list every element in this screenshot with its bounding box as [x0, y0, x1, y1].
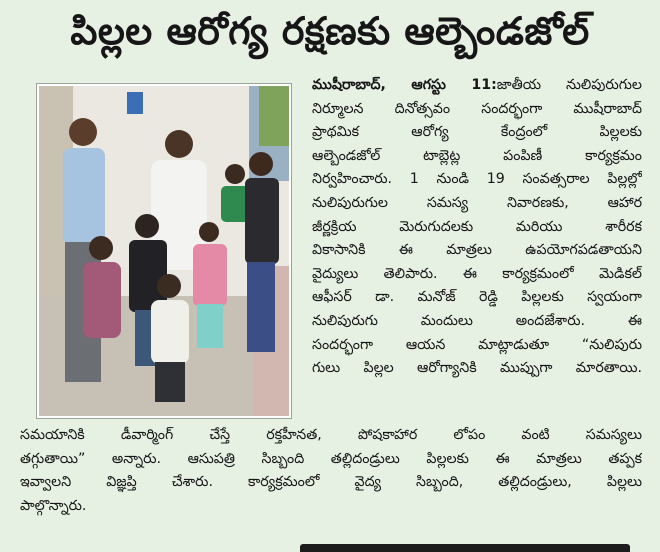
body-line: నులిపురుగు మందులు అందజేశారు. ఈ	[312, 312, 642, 329]
body-line: పాల్గొన్నారు.	[20, 497, 87, 514]
article-photo	[37, 84, 291, 418]
next-article-headline-cropped	[300, 538, 630, 552]
article-headline: పిల్లల ఆరోగ్య రక్షణకు ఆల్బెండజోల్	[70, 9, 590, 53]
body-line: వికాసానికి ఈ మాత్రలు ఉపయోగపడతాయని	[312, 242, 642, 259]
body-line: సమయానికి డీవార్మింగ్ చేస్తే రక్తహీనత, పోషకాహార లోపం వంటి సమస్యలు	[20, 427, 642, 443]
article-dateline: ముషీరాబాద్, ఆగస్టు 11:	[312, 77, 497, 93]
body-line: ప్రాథమిక ఆరోగ్య కేంద్రంలో పిల్లలకు	[312, 124, 642, 141]
body-line: ముషీరాబాద్, ఆగస్టు 11:జాతీయ నులిపురుగుల	[312, 77, 642, 93]
body-line: నులిపురుగుల సమస్య నివారణకు, ఆహార	[312, 194, 642, 211]
body-line: ఇవ్వాలని విజ్ఞప్తి చేశారు. కార్యక్రమంలో వైద్య సిబ్బంది, తల్లిదండ్రులు, పిల్లలు	[20, 474, 642, 491]
body-line: గులు పిల్లల ఆరోగ్యానికి ముప్పుగా మారతాయి.	[312, 360, 642, 377]
body-line: సందర్భంగా ఆయన మాట్లాడుతూ “నులిపురు	[312, 336, 642, 353]
body-line: ఆల్బెండజోల్ టాబ్లెట్ల పంపిణీ కార్యక్రమం	[312, 147, 642, 164]
body-line: జీర్ణక్రియ మెరుగుదలకు మరియు శారీరక	[312, 218, 642, 235]
article-body-full-width	[20, 424, 642, 518]
article-body-column	[312, 74, 642, 381]
body-line: ఆఫీసర్ డా. మనోజ్ రెడ్డి పిల్లలకు స్వయంగా	[312, 289, 642, 306]
body-line: తగ్గుతాయి” అన్నారు. ఆసుపత్రి సిబ్బంది తల్లిదండ్రులు పిల్లలకు ఈ మాత్రలు తప్పక	[20, 450, 642, 467]
body-line: వైద్యులు తెలిపారు. ఈ కార్యక్రమంలో మెడికల్	[312, 265, 642, 282]
body-line: నిర్వహించారు. 1 నుండి 19 సంవత్సరాల పిల్లల్లో	[312, 171, 642, 188]
body-line: నిర్మూలన దినోత్సవం సందర్భంగా ముషీరాబాద్	[312, 100, 642, 117]
